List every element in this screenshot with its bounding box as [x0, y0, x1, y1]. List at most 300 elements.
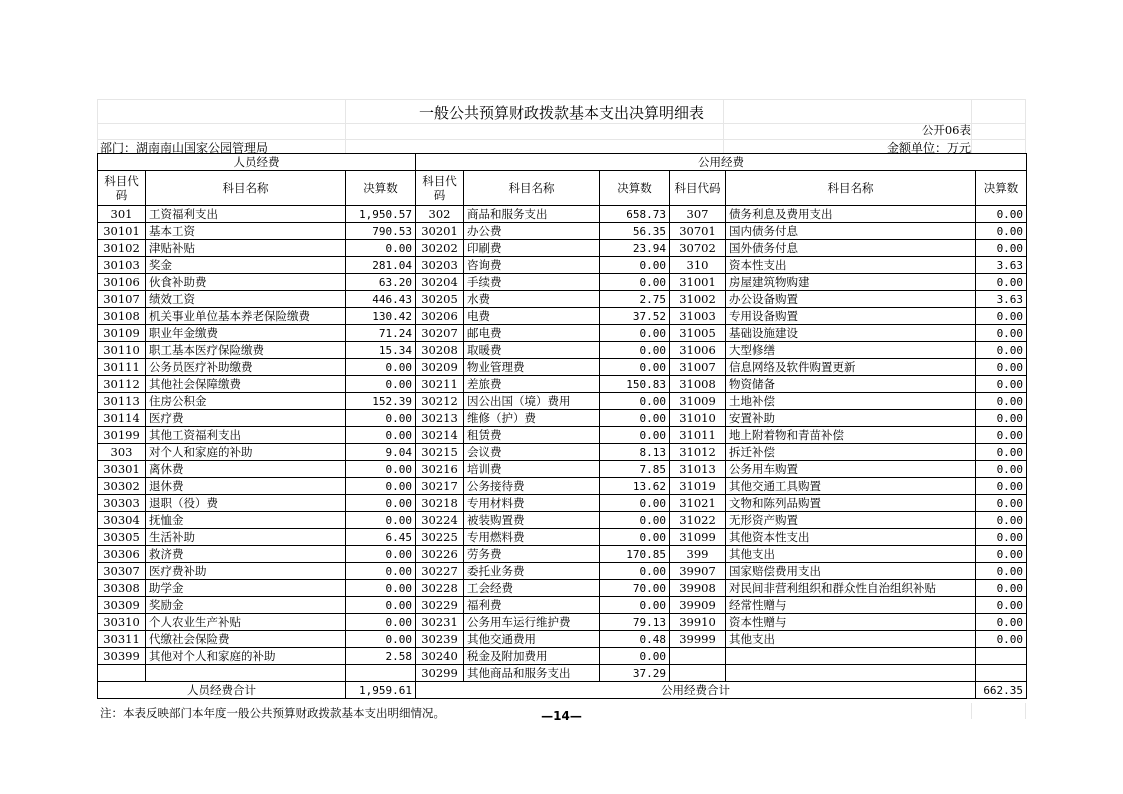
subject-code: 31002 — [670, 291, 726, 308]
subject-name — [726, 648, 976, 665]
amount: 0.00 — [600, 342, 670, 359]
subject-name: 国外债务付息 — [726, 240, 976, 257]
subject-name: 因公出国（境）费用 — [464, 393, 600, 410]
subject-name: 奖金 — [146, 257, 346, 274]
amount: 0.00 — [976, 597, 1027, 614]
table-row — [98, 580, 1027, 597]
subject-name: 退职（役）费 — [146, 495, 346, 512]
subject-name: 公务员医疗补助缴费 — [146, 359, 346, 376]
subject-code: 30107 — [98, 291, 146, 308]
header-name: 科目名称 — [464, 171, 600, 206]
amount: 0.00 — [976, 410, 1027, 427]
amount: 0.00 — [976, 444, 1027, 461]
subject-code: 31005 — [670, 325, 726, 342]
subject-name: 专用燃料费 — [464, 529, 600, 546]
subject-code: 30103 — [98, 257, 146, 274]
subject-code: 39910 — [670, 614, 726, 631]
subject-code — [98, 665, 146, 682]
table-row — [98, 393, 1027, 410]
subject-code: 301 — [98, 206, 146, 223]
subject-code: 30229 — [416, 597, 464, 614]
subject-name: 邮电费 — [464, 325, 600, 342]
subject-code: 31003 — [670, 308, 726, 325]
amount: 0.00 — [600, 325, 670, 342]
subject-name: 工会经费 — [464, 580, 600, 597]
subject-code: 30299 — [416, 665, 464, 682]
report-sheet — [97, 99, 1026, 723]
subject-code: 30201 — [416, 223, 464, 240]
header-amount: 决算数 — [346, 171, 416, 206]
table-row — [98, 223, 1027, 240]
subject-code: 39999 — [670, 631, 726, 648]
amount: 8.13 — [600, 444, 670, 461]
subject-name: 抚恤金 — [146, 512, 346, 529]
public-total-label: 公用经费合计 — [416, 682, 976, 699]
subject-code: 39909 — [670, 597, 726, 614]
subject-code: 30303 — [98, 495, 146, 512]
amount: 0.00 — [600, 563, 670, 580]
subject-name: 住房公积金 — [146, 393, 346, 410]
subject-name: 绩效工资 — [146, 291, 346, 308]
subject-name: 基础设施建设 — [726, 325, 976, 342]
table-row — [98, 257, 1027, 274]
subject-code: 30108 — [98, 308, 146, 325]
subject-name: 会议费 — [464, 444, 600, 461]
amount: 0.00 — [346, 546, 416, 563]
subject-code: 30304 — [98, 512, 146, 529]
subject-name: 差旅费 — [464, 376, 600, 393]
report-title: 一般公共预算财政拨款基本支出决算明细表 — [418, 104, 704, 122]
subject-code: 30205 — [416, 291, 464, 308]
amount: 0.00 — [976, 478, 1027, 495]
table-row — [98, 444, 1027, 461]
amount: 37.29 — [600, 665, 670, 682]
amount: 170.85 — [600, 546, 670, 563]
subject-name: 培训费 — [464, 461, 600, 478]
subject-name: 职工基本医疗保险缴费 — [146, 342, 346, 359]
table-row — [98, 529, 1027, 546]
table-row — [98, 359, 1027, 376]
subject-name: 其他工资福利支出 — [146, 427, 346, 444]
subject-code: 31010 — [670, 410, 726, 427]
subject-name: 奖励金 — [146, 597, 346, 614]
amount: 0.00 — [346, 495, 416, 512]
table-row — [98, 631, 1027, 648]
subject-name: 资本性赠与 — [726, 614, 976, 631]
table-row — [98, 342, 1027, 359]
subject-name: 机关事业单位基本养老保险缴费 — [146, 308, 346, 325]
amount: 281.04 — [346, 257, 416, 274]
table-row — [98, 308, 1027, 325]
header-code: 科目代码 — [98, 171, 146, 206]
amount: 0.00 — [600, 274, 670, 291]
amount: 71.24 — [346, 325, 416, 342]
amount: 0.00 — [346, 563, 416, 580]
table-row — [98, 546, 1027, 563]
subject-name: 税金及附加费用 — [464, 648, 600, 665]
amount: 0.00 — [346, 512, 416, 529]
subject-code: 30204 — [416, 274, 464, 291]
subject-name: 其他支出 — [726, 546, 976, 563]
subject-code: 31009 — [670, 393, 726, 410]
subject-code: 30311 — [98, 631, 146, 648]
amount: 0.00 — [976, 580, 1027, 597]
subject-name: 个人农业生产补贴 — [146, 614, 346, 631]
department-label: 部门：湖南南山国家公园管理局 — [100, 141, 269, 155]
amount: 0.00 — [976, 206, 1027, 223]
personnel-total-amount: 1,959.61 — [346, 682, 416, 699]
amount: 0.00 — [976, 546, 1027, 563]
subject-code: 30111 — [98, 359, 146, 376]
subject-name: 公务接待费 — [464, 478, 600, 495]
personnel-total-label: 人员经费合计 — [98, 682, 346, 699]
amount: 0.00 — [600, 359, 670, 376]
subject-name — [146, 665, 346, 682]
amount: 0.00 — [346, 597, 416, 614]
subject-name: 对民间非营利组织和群众性自治组织补贴 — [726, 580, 976, 597]
subject-name: 委托业务费 — [464, 563, 600, 580]
table-row — [98, 597, 1027, 614]
amount: 0.00 — [976, 529, 1027, 546]
header-amount: 决算数 — [600, 171, 670, 206]
amount: 0.00 — [976, 376, 1027, 393]
amount: 23.94 — [600, 240, 670, 257]
subject-code: 30305 — [98, 529, 146, 546]
subject-code: 30214 — [416, 427, 464, 444]
subject-code: 303 — [98, 444, 146, 461]
amount: 0.00 — [976, 308, 1027, 325]
amount: 56.35 — [600, 223, 670, 240]
table-row — [98, 376, 1027, 393]
subject-code: 31099 — [670, 529, 726, 546]
subject-name: 租赁费 — [464, 427, 600, 444]
amount — [346, 665, 416, 682]
subject-name: 基本工资 — [146, 223, 346, 240]
subject-name: 印刷费 — [464, 240, 600, 257]
subject-code — [670, 648, 726, 665]
subject-code: 31011 — [670, 427, 726, 444]
table-row — [98, 325, 1027, 342]
subject-code: 30399 — [98, 648, 146, 665]
table-row — [98, 240, 1027, 257]
amount: 0.00 — [976, 359, 1027, 376]
section-personnel: 人员经费 — [98, 154, 416, 171]
amount — [976, 648, 1027, 665]
subject-code: 307 — [670, 206, 726, 223]
table-row — [98, 512, 1027, 529]
public-total-amount: 662.35 — [976, 682, 1027, 699]
amount: 0.00 — [976, 563, 1027, 580]
amount: 0.00 — [600, 427, 670, 444]
amount — [976, 665, 1027, 682]
subject-code: 30239 — [416, 631, 464, 648]
table-row — [98, 461, 1027, 478]
amount: 0.00 — [346, 580, 416, 597]
amount: 658.73 — [600, 206, 670, 223]
subject-name — [726, 665, 976, 682]
amount: 0.00 — [600, 529, 670, 546]
subject-code: 30301 — [98, 461, 146, 478]
subject-code: 31019 — [670, 478, 726, 495]
subject-code: 30227 — [416, 563, 464, 580]
table-row — [98, 206, 1027, 223]
subject-code: 39908 — [670, 580, 726, 597]
subject-code: 30240 — [416, 648, 464, 665]
amount: 6.45 — [346, 529, 416, 546]
subject-name: 津贴补贴 — [146, 240, 346, 257]
subject-code: 30213 — [416, 410, 464, 427]
subject-code: 30110 — [98, 342, 146, 359]
header-code: 科目代码 — [670, 171, 726, 206]
subject-code: 30226 — [416, 546, 464, 563]
table-row — [98, 563, 1027, 580]
amount: 0.00 — [976, 427, 1027, 444]
subject-name: 退休费 — [146, 478, 346, 495]
subject-name: 救济费 — [146, 546, 346, 563]
subject-name: 劳务费 — [464, 546, 600, 563]
section-public: 公用经费 — [416, 154, 1027, 171]
subject-name: 国家赔偿费用支出 — [726, 563, 976, 580]
subject-name: 对个人和家庭的补助 — [146, 444, 346, 461]
table-row — [98, 648, 1027, 665]
subject-name: 地上附着物和青苗补偿 — [726, 427, 976, 444]
amount: 0.00 — [976, 512, 1027, 529]
amount: 0.00 — [600, 410, 670, 427]
amount: 152.39 — [346, 393, 416, 410]
table-row — [98, 427, 1027, 444]
amount: 0.00 — [346, 427, 416, 444]
amount: 0.00 — [600, 512, 670, 529]
subject-name: 医疗费补助 — [146, 563, 346, 580]
amount: 0.00 — [346, 240, 416, 257]
subject-code: 30106 — [98, 274, 146, 291]
footnote: 注：本表反映部门本年度一般公共预算财政拨款基本支出明细情况。 — [100, 706, 445, 720]
subject-name: 物资储备 — [726, 376, 976, 393]
subject-code: 30101 — [98, 223, 146, 240]
amount: 0.48 — [600, 631, 670, 648]
subject-name: 公务用车购置 — [726, 461, 976, 478]
subject-code: 31008 — [670, 376, 726, 393]
subject-name: 专用材料费 — [464, 495, 600, 512]
amount: 0.00 — [600, 393, 670, 410]
header-code: 科目代码 — [416, 171, 464, 206]
subject-code: 31012 — [670, 444, 726, 461]
subject-name: 取暖费 — [464, 342, 600, 359]
header-row — [98, 171, 1027, 206]
subject-code: 30310 — [98, 614, 146, 631]
amount: 0.00 — [976, 342, 1027, 359]
subject-name: 资本性支出 — [726, 257, 976, 274]
table-row — [98, 291, 1027, 308]
amount: 0.00 — [976, 495, 1027, 512]
subject-name: 其他交通工具购置 — [726, 478, 976, 495]
subject-code: 30206 — [416, 308, 464, 325]
subject-code: 30112 — [98, 376, 146, 393]
subject-code: 30218 — [416, 495, 464, 512]
subject-name: 专用设备购置 — [726, 308, 976, 325]
subject-name: 其他交通费用 — [464, 631, 600, 648]
subject-code: 31001 — [670, 274, 726, 291]
subject-name: 其他支出 — [726, 631, 976, 648]
subject-code: 30207 — [416, 325, 464, 342]
subject-name: 土地补偿 — [726, 393, 976, 410]
header-name: 科目名称 — [726, 171, 976, 206]
amount: 150.83 — [600, 376, 670, 393]
amount: 0.00 — [600, 257, 670, 274]
header-amount: 决算数 — [976, 171, 1027, 206]
amount: 0.00 — [976, 223, 1027, 240]
amount: 0.00 — [346, 478, 416, 495]
subject-name: 手续费 — [464, 274, 600, 291]
amount: 63.20 — [346, 274, 416, 291]
amount: 79.13 — [600, 614, 670, 631]
amount: 0.00 — [976, 461, 1027, 478]
subject-code: 30225 — [416, 529, 464, 546]
subject-name: 物业管理费 — [464, 359, 600, 376]
amount: 0.00 — [976, 393, 1027, 410]
subject-code: 30202 — [416, 240, 464, 257]
subject-name: 伙食补助费 — [146, 274, 346, 291]
amount: 3.63 — [976, 291, 1027, 308]
subject-name: 其他社会保障缴费 — [146, 376, 346, 393]
amount: 0.00 — [600, 648, 670, 665]
expenditure-table — [97, 153, 1027, 699]
subject-code: 30306 — [98, 546, 146, 563]
amount: 0.00 — [976, 631, 1027, 648]
amount: 0.00 — [600, 495, 670, 512]
subject-code: 30212 — [416, 393, 464, 410]
subject-code: 30308 — [98, 580, 146, 597]
subject-name: 商品和服务支出 — [464, 206, 600, 223]
amount: 0.00 — [346, 359, 416, 376]
subject-code: 31013 — [670, 461, 726, 478]
subject-code: 30113 — [98, 393, 146, 410]
subject-code: 30209 — [416, 359, 464, 376]
subject-name: 工资福利支出 — [146, 206, 346, 223]
subject-code: 30309 — [98, 597, 146, 614]
amount: 130.42 — [346, 308, 416, 325]
subject-code: 30114 — [98, 410, 146, 427]
subject-code — [670, 665, 726, 682]
subject-code: 30215 — [416, 444, 464, 461]
subject-name: 文物和陈列品购置 — [726, 495, 976, 512]
subject-code: 399 — [670, 546, 726, 563]
subject-name: 离休费 — [146, 461, 346, 478]
subject-name: 房屋建筑物购建 — [726, 274, 976, 291]
table-row — [98, 495, 1027, 512]
table-row — [98, 614, 1027, 631]
subject-code: 30109 — [98, 325, 146, 342]
table-row — [98, 410, 1027, 427]
amount-unit-label: 金额单位：万元 — [886, 141, 971, 155]
subject-code: 30701 — [670, 223, 726, 240]
table-row — [98, 274, 1027, 291]
subject-code: 30102 — [98, 240, 146, 257]
amount: 15.34 — [346, 342, 416, 359]
form-number: 公开06表 — [921, 123, 971, 137]
subject-code: 30217 — [416, 478, 464, 495]
subject-code: 30211 — [416, 376, 464, 393]
amount: 2.75 — [600, 291, 670, 308]
subject-name: 国内债务付息 — [726, 223, 976, 240]
subject-name: 被装购置费 — [464, 512, 600, 529]
subject-name: 福利费 — [464, 597, 600, 614]
subject-code: 31021 — [670, 495, 726, 512]
amount: 0.00 — [976, 274, 1027, 291]
amount: 3.63 — [976, 257, 1027, 274]
amount: 7.85 — [600, 461, 670, 478]
amount: 1,950.57 — [346, 206, 416, 223]
subject-code: 39907 — [670, 563, 726, 580]
subject-code: 30302 — [98, 478, 146, 495]
subject-name: 公务用车运行维护费 — [464, 614, 600, 631]
amount: 0.00 — [600, 597, 670, 614]
subject-code: 30702 — [670, 240, 726, 257]
amount: 0.00 — [346, 614, 416, 631]
amount: 0.00 — [346, 376, 416, 393]
subject-name: 维修（护）费 — [464, 410, 600, 427]
subject-name: 电费 — [464, 308, 600, 325]
subject-code: 302 — [416, 206, 464, 223]
amount: 790.53 — [346, 223, 416, 240]
subject-code: 30307 — [98, 563, 146, 580]
subject-name: 其他对个人和家庭的补助 — [146, 648, 346, 665]
subject-code: 30231 — [416, 614, 464, 631]
subject-code: 30224 — [416, 512, 464, 529]
subject-name: 经常性赠与 — [726, 597, 976, 614]
subject-code: 31006 — [670, 342, 726, 359]
subject-name: 职业年金缴费 — [146, 325, 346, 342]
amount: 2.58 — [346, 648, 416, 665]
subject-code: 30216 — [416, 461, 464, 478]
table-row — [98, 478, 1027, 495]
subject-name: 大型修缮 — [726, 342, 976, 359]
subject-code: 31007 — [670, 359, 726, 376]
amount: 0.00 — [346, 461, 416, 478]
amount: 13.62 — [600, 478, 670, 495]
subject-code: 30228 — [416, 580, 464, 597]
amount: 0.00 — [976, 325, 1027, 342]
subject-name: 助学金 — [146, 580, 346, 597]
subject-code: 30199 — [98, 427, 146, 444]
subject-name: 信息网络及软件购置更新 — [726, 359, 976, 376]
subject-name: 办公费 — [464, 223, 600, 240]
subject-name: 债务利息及费用支出 — [726, 206, 976, 223]
subject-code: 31022 — [670, 512, 726, 529]
amount: 0.00 — [346, 410, 416, 427]
page-number: —14— — [541, 709, 582, 723]
subject-name: 其他商品和服务支出 — [464, 665, 600, 682]
subject-name: 代缴社会保险费 — [146, 631, 346, 648]
subject-name: 医疗费 — [146, 410, 346, 427]
subject-name: 办公设备购置 — [726, 291, 976, 308]
table-row — [98, 665, 1027, 682]
subject-name: 安置补助 — [726, 410, 976, 427]
amount: 70.00 — [600, 580, 670, 597]
subject-name: 水费 — [464, 291, 600, 308]
amount: 0.00 — [976, 614, 1027, 631]
header-name: 科目名称 — [146, 171, 346, 206]
subject-name: 生活补助 — [146, 529, 346, 546]
amount: 446.43 — [346, 291, 416, 308]
subject-name: 无形资产购置 — [726, 512, 976, 529]
subject-name: 其他资本性支出 — [726, 529, 976, 546]
subject-name: 咨询费 — [464, 257, 600, 274]
amount: 0.00 — [976, 240, 1027, 257]
subject-code: 30208 — [416, 342, 464, 359]
subject-code: 310 — [670, 257, 726, 274]
subject-name: 拆迁补偿 — [726, 444, 976, 461]
